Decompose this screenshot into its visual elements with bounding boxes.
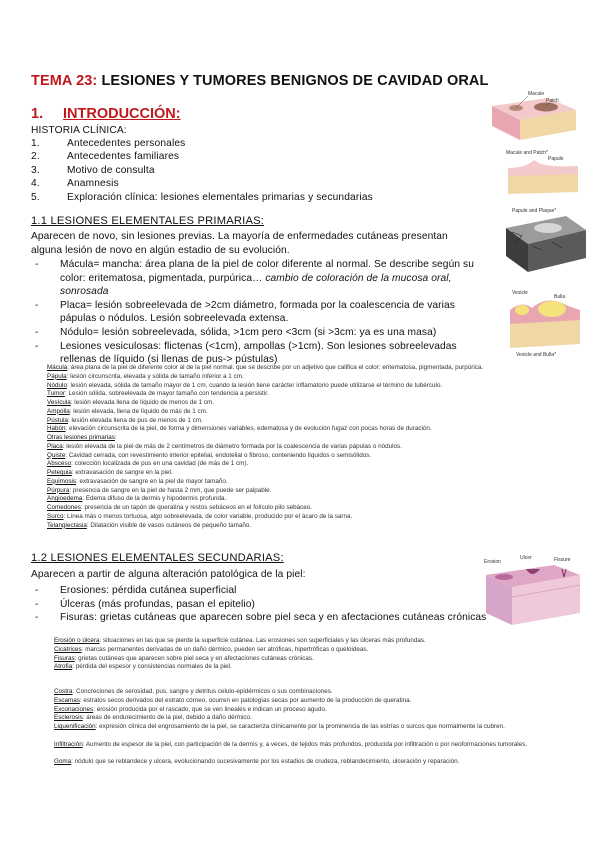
summary-line: Esclerosis: áreas de endurecimiento de la piel, debido a daño dérmico. — [54, 714, 252, 722]
summary-line: Costra: Concreciones de serosidad, pus, sangre y detritus celulo-epidérmicos o sus combinaciones. — [54, 688, 333, 695]
title-text: LESIONES Y TUMORES BENIGNOS DE CAVIDAD ORAL — [97, 73, 489, 89]
list-item: - Erosiones: pérdida cutánea superficial — [31, 584, 491, 598]
summary-line: Habón: elevación circunscrita de la piel, de forma y dimensiones variables, edematosa y de evolución fugaz con pocas horas de duración. — [47, 425, 432, 433]
photo-label: Papule and Plaque* — [512, 208, 557, 214]
erosion-ulcer-illustration — [482, 555, 582, 627]
primarias-summary — [47, 364, 557, 530]
list-item: 2. Antecedentes familiares — [31, 151, 180, 163]
summary-line: Cicatrices: marcas permanentes derivadas de un daño dérmico, pueden ser atróficas, hipertróficas o queloideas. — [54, 645, 369, 653]
plaque-photo — [502, 206, 588, 274]
secundarias-list — [31, 584, 491, 625]
vesicle-caption: Vesicle and Bulla* — [516, 352, 557, 358]
intro-heading — [31, 106, 181, 122]
summary-line: Mácula: área plana de la piel de diferente color al de la piel normal, que se describe por un adjetivo que califica el color: eritematosa, pigmentada, purpúrica. — [47, 364, 484, 371]
summary-line: Púrpura: presencia de sangre en la piel de hasta 2 mm, que puede ser palpable. — [47, 486, 272, 494]
list-item: - Úlceras (más profundas, pasan el epitelio) — [31, 598, 491, 612]
patch-label: Patch — [546, 98, 559, 104]
secundarias-summary-a — [54, 637, 554, 672]
summary-line: Pápula: lesión circunscrita, elevada y sólida de tamaño inferior a 1 cm. — [47, 372, 244, 380]
summary-line: Surco: Línea más o menos tortuosa, algo sobreelevada, de color variable, producido por el ácaro de la sarna. — [47, 512, 353, 520]
summary-line: Angioedema: Edema difuso de la dermis y hipodermis profunda. — [47, 495, 227, 503]
summary-line: Pústula: lesión elevada llena de pus de menos de 1 cm. — [47, 416, 203, 424]
summary-line: Quiste: Cavidad cerrada, con revestimiento interior epitelial, endotelial o fibroso, conteniendo líquidos o semisólidos. — [47, 451, 372, 459]
summary-line: Goma: nódulo que se reblandece y ulcera, evolucionando sucesivamente por los estadios de crudeza, reblandecimiento, ulceración y reparación. — [54, 758, 460, 765]
list-item: 5. Exploración clínica: lesiones elementales primarias y secundarias — [31, 191, 373, 203]
summary-line: Placa: lesión elevada de la piel de más de 2 centímetros de diámetro formada por la coalescencia de varias pápulas o nódulos. — [47, 442, 402, 450]
summary-line: Tumor: Lesión sólida, sobreelevada de mayor tamaño con tendencia a persistir. — [47, 390, 269, 398]
list-item: - Placa= lesión sobreelevada de >2cm diámetro, formada por la coalescencia de varias pápulas o nódulos. Lesión sobreelevada extensa. — [31, 299, 491, 326]
summary-line: Liquenificación: expresión clínica del engrosamiento de la piel, se caracteriza clínicamente por la prominencia de las estrías o surcos que normalmente la cubren. — [54, 723, 505, 730]
vesicle-label: Vesicle — [512, 290, 528, 296]
summary-line: Petequia: extravasación de sangre en la piel. — [47, 469, 173, 476]
macule-patch-illustration — [488, 88, 580, 142]
summary-line: Escamas: estratos secos derivados del estrato córneo, ocurren en patologías secas por aumento de la producción de queratina. — [54, 696, 412, 704]
list-item: - Lesiones vesiculosas: flictenas (<1cm), ampollas (>1cm). Son lesiones sobreelevadas rellenas de líquido (si llenas de pus-> pústulas) — [31, 340, 491, 367]
intro-number: 1. — [31, 106, 44, 122]
macule-label: Macule — [528, 91, 545, 97]
summary-line: Absceso: colección localizada de pus en una cavidad (de más de 1 cm). — [47, 460, 249, 468]
papule-label: Papule — [548, 156, 564, 162]
summary-line: Comedones: presencia de un tapón de queratina y restos sebáceos en el folículo pilo sebáceo. — [47, 504, 313, 511]
history-list — [31, 137, 373, 204]
summary-line: Erosión o úlcera: situaciones en las que se pierde la superficie cutánea. Las erosiones son superficiales y las úlceras más profundas. — [54, 637, 426, 644]
secundarias-summary-b — [54, 688, 554, 767]
summary-line: Atrofia: pérdida del espesor y consistencias normales de la piel. — [54, 663, 232, 671]
erosion-label: Erosion — [484, 559, 501, 565]
history-label: HISTORIA CLÍNICA: — [31, 125, 127, 136]
list-item: - Mácula= mancha: área plana de la piel de color diferente al normal. Se describe según su color: eritematosa, pigmentada, purpúrica… cambio de coloración de la mucosa oral, sonrosada — [31, 258, 491, 299]
secundarias-intro: Aparecen a partir de alguna alteración patológica de la piel: — [31, 569, 306, 580]
summary-line: Telangiectasia: Dilatación visible de vasos cutáneos de pequeño tamaño. — [47, 521, 252, 529]
ulcer-label: Ulcer — [520, 555, 532, 561]
papule-illustration — [506, 148, 580, 194]
list-item: 1. Antecedentes personales — [31, 138, 186, 149]
summary-line: Equimosis: extravasación de sangre en la piel de mayor tamaño. — [47, 477, 228, 485]
list-item: - Nódulo= lesión sobreelevada, sólida, >1cm pero <3cm (si >3cm: ya es una masa) — [31, 326, 491, 340]
summary-line: Otras lesiones primarias: — [47, 434, 117, 441]
primarias-list — [31, 258, 491, 367]
summary-line: Vesícula: lesión elevada llena de líquido de menos de 1 cm. — [47, 399, 214, 406]
list-item: 4. Anamnesis — [31, 178, 119, 190]
summary-line: Excoriaciones: erosión producida por el rascado, que se ven lineales e indican un proceso agudo. — [54, 705, 327, 713]
vesicle-bulla-illustration — [508, 288, 582, 358]
intro-heading-label: INTRODUCCIÓN: — [63, 106, 181, 122]
title-prefix: TEMA 23: — [31, 73, 98, 89]
list-item: - Fisuras: grietas cutáneas que aparecen sobre piel seca y en afectaciones cutáneas crónicas — [31, 611, 491, 625]
summary-line: Infiltración: Aumento de espesor de la piel, con participación de la dermis y, a veces, de tejidos más profundos, producida por infiltración o por neoformaciones tumorales. — [54, 740, 528, 748]
primarias-heading: 1.1 LESIONES ELEMENTALES PRIMARIAS: — [31, 215, 265, 227]
fissure-label: Fissure — [554, 557, 571, 563]
list-item: 3. Motivo de consulta — [31, 164, 155, 176]
secundarias-heading: 1.2 LESIONES ELEMENTALES SECUNDARIAS: — [31, 552, 284, 564]
primarias-intro: Aparecen de novo, sin lesiones previas. La mayoría de enfermedades cutáneas presentan alguna lesión de novo en algún estadio de su evolución. — [31, 231, 448, 256]
papule-title: Macule and Patch* — [506, 150, 548, 156]
page-title — [31, 73, 488, 89]
summary-line: Fisuras: grietas cutáneas que aparecen sobre piel seca y en afectaciones cutáneas crónicas. — [54, 654, 314, 662]
summary-line: Ampolla: lesión elevada, llena de líquido de más de 1 cm. — [47, 407, 208, 415]
bulla-label: Bulla — [554, 294, 566, 300]
summary-line: Nódulo: lesión elevada, sólida de tamaño mayor de 1 cm, cuando la lesión tiene carácter inflamatorio puede utilizarse el término de tubérculo. — [47, 381, 443, 389]
